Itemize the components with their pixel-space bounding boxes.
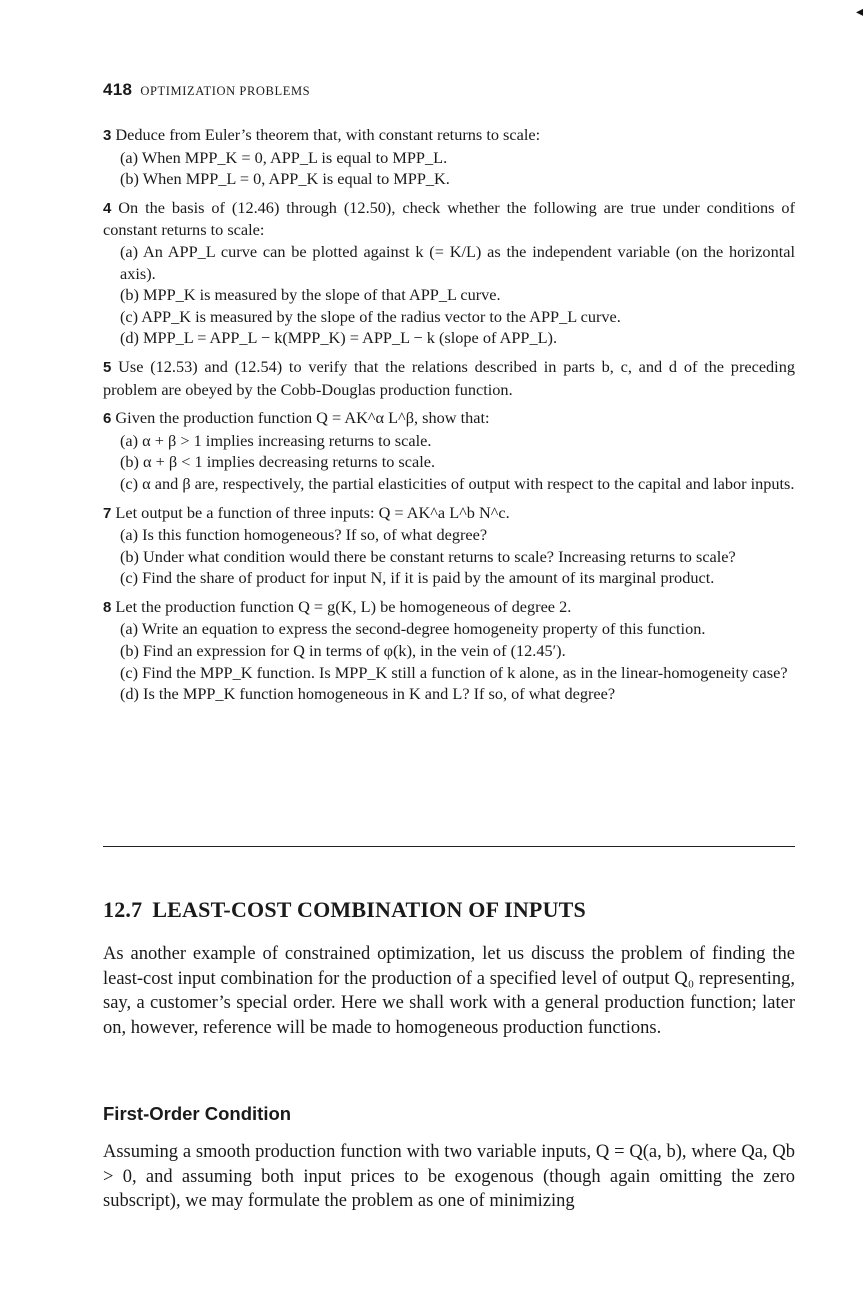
exercise-item xyxy=(103,356,795,400)
running-head xyxy=(103,80,310,100)
exercise-part xyxy=(103,430,795,452)
exercise-part xyxy=(103,284,795,306)
section-heading xyxy=(103,897,586,923)
exercise-part xyxy=(103,618,795,640)
exercise-text: Deduce from Euler’s theorem that, with constant returns to scale: xyxy=(115,125,541,144)
exercise-text: (b) MPP_K is measured by the slope of that APP_L curve. xyxy=(120,285,501,305)
exercise-text: (a) When MPP_K = 0, APP_L is equal to MPP_L. xyxy=(120,147,448,167)
exercise-text: (a) α + β > 1 implies increasing returns to scale. xyxy=(120,430,432,450)
exercise-item xyxy=(103,596,795,705)
exercise-list xyxy=(103,124,795,712)
exercise-part xyxy=(103,683,795,705)
subheading: First-Order Condition xyxy=(103,1103,292,1124)
exercise-part xyxy=(103,640,795,662)
exercise-part xyxy=(103,546,795,568)
exercise-item xyxy=(103,124,795,190)
exercise-stem xyxy=(103,407,795,430)
exercise-part xyxy=(103,567,795,589)
section-divider xyxy=(103,846,795,847)
intro-paragraph: As another example of constrained optimization, let us discuss the problem of finding the least-cost input combination for the production of a specified level of output Q₀ representing, say, a customer’s special order. Here we shall work with a general production function; later on, however, reference will be made to homogeneous production functions. xyxy=(103,944,795,1038)
exercise-part xyxy=(103,451,795,473)
exercise-item xyxy=(103,502,795,589)
exercise-item xyxy=(103,407,795,494)
body-paragraph: Assuming a smooth production function with two variable inputs, Q = Q(a, b), where Qa, Qb > 0, and assuming both input prices to be exogenous (though again omitting the zero subscript), we may formulate the problem as one of minimizing xyxy=(103,1142,795,1212)
exercise-part xyxy=(103,662,795,684)
exercise-number: 6 xyxy=(103,410,112,428)
exercise-part xyxy=(103,168,795,190)
exercise-text: (a) An APP_L curve can be plotted against k (= K/L) as the independent variable (on the horizontal axis). xyxy=(120,241,795,283)
page-number: 418 xyxy=(103,80,133,99)
section-title: LEAST-COST COMBINATION OF INPUTS xyxy=(152,897,586,922)
exercise-part xyxy=(103,306,795,328)
exercise-part xyxy=(103,473,795,495)
exercise-text: (c) α and β are, respectively, the partial elasticities of output with respect to the capital and labor inputs. xyxy=(120,473,795,493)
exercise-stem xyxy=(103,197,795,241)
exercise-number: 3 xyxy=(103,127,112,144)
exercise-part xyxy=(103,327,795,349)
exercise-text: (c) Find the share of product for input N, if it is paid by the amount of its marginal product. xyxy=(120,568,715,588)
exercise-text: On the basis of (12.46) through (12.50), check whether the following are true under conditions of constant returns to scale: xyxy=(103,197,795,240)
exercise-text: (b) α + β < 1 implies decreasing returns to scale. xyxy=(120,452,436,472)
exercise-text: (b) Find an expression for Q in terms of φ(k), in the vein of (12.45′). xyxy=(120,641,566,661)
exercise-number: 5 xyxy=(103,358,112,376)
exercise-part xyxy=(103,524,795,546)
exercise-stem xyxy=(103,596,795,619)
exercise-number: 4 xyxy=(103,199,112,217)
running-title: OPTIMIZATION PROBLEMS xyxy=(140,84,311,98)
exercise-text: Let the production function Q = g(K, L) be homogeneous of degree 2. xyxy=(115,596,572,616)
section-number: 12.7 xyxy=(103,897,143,922)
exercise-text: (a) Write an equation to express the second-degree homogeneity property of this function. xyxy=(120,619,706,639)
exercise-text: Let output be a function of three inputs: Q = AK^a L^b N^c. xyxy=(115,502,510,522)
exercise-text: (b) When MPP_L = 0, APP_K is equal to MPP_K. xyxy=(120,169,450,189)
corner-mark: ◂ xyxy=(855,5,863,20)
exercise-text: Given the production function Q = AK^α L^β, show that: xyxy=(115,408,490,428)
exercise-number: 8 xyxy=(103,598,112,616)
exercise-stem xyxy=(103,502,795,525)
exercise-text: (a) Is this function homogeneous? If so, of what degree? xyxy=(120,525,488,545)
exercise-text: (d) MPP_L = APP_L − k(MPP_K) = APP_L − k (slope of APP_L). xyxy=(120,328,558,348)
exercise-text: (d) Is the MPP_K function homogeneous in K and L? If so, of what degree? xyxy=(120,684,616,704)
exercise-text: (b) Under what condition would there be constant returns to scale? Increasing returns to scale? xyxy=(120,546,736,566)
exercise-stem xyxy=(103,356,795,400)
exercise-part xyxy=(103,147,795,169)
exercise-part xyxy=(103,241,795,284)
exercise-text: (c) Find the MPP_K function. Is MPP_K still a function of k alone, as in the linear-homogeneity case? xyxy=(120,662,788,682)
exercise-stem xyxy=(103,124,795,147)
exercise-text: (c) APP_K is measured by the slope of the radius vector to the APP_L curve. xyxy=(120,306,621,326)
exercise-number: 7 xyxy=(103,504,112,522)
exercise-item xyxy=(103,197,795,349)
exercise-text: Use (12.53) and (12.54) to verify that the relations described in parts b, c, and d of the preceding problem are obeyed by the Cobb-Douglas production function. xyxy=(103,356,795,399)
